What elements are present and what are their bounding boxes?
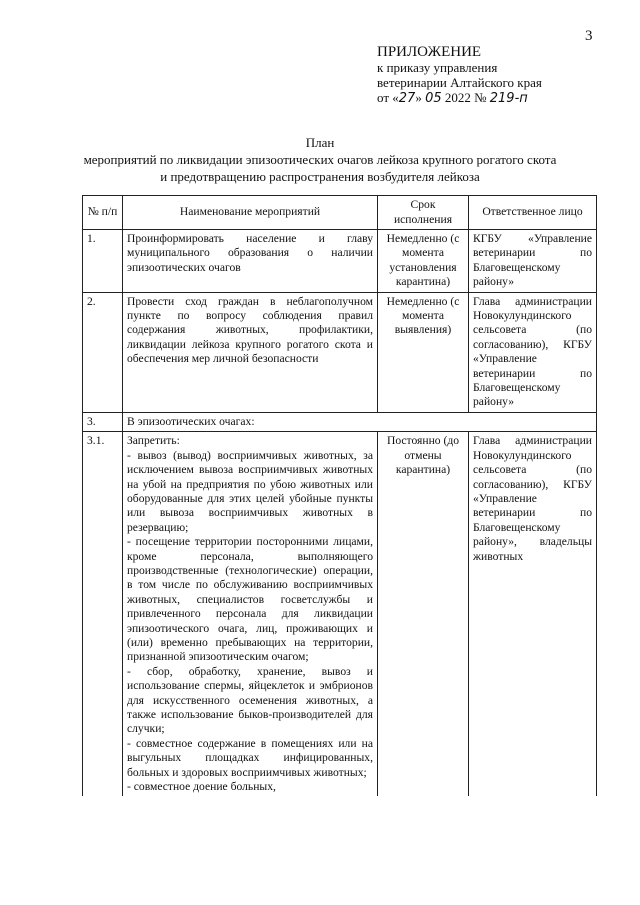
table-row xyxy=(83,230,597,293)
row-resp: Глава администрации Новокулундинского сельсовета (по согласованию), КГБУ «Управление ветеринарии по Благовещенскому району» xyxy=(469,292,597,412)
prohibit-item: - посещение территории посторонними лицами, кроме персонала, выполняющего производственные (технологические) операции, в том числе по обслуживанию восприимчивых животных, специалистов госветслужбы и привлеченного персонала для ликвидации эпизоотического очага, лиц, проживающих и (или) временно пребывающих на территории, признанной эпизоотическим очагом; xyxy=(127,535,373,664)
table-header-row xyxy=(83,196,597,230)
appendix-date-line xyxy=(377,90,617,106)
appendix-line-1: к приказу управления xyxy=(377,60,498,75)
handwritten-day: 27 xyxy=(398,91,416,106)
plan-title: План xyxy=(305,135,335,150)
row-term: Немедленно (с момента установления карантина) xyxy=(378,230,469,293)
year-number-label: 2022 № xyxy=(441,90,487,105)
prohibit-lead: Запретить: xyxy=(127,434,180,448)
appendix-block xyxy=(377,44,617,106)
page-number: 3 xyxy=(585,28,593,44)
table-row xyxy=(83,412,597,431)
appendix-line-2: ветеринарии Алтайского края xyxy=(377,75,542,90)
plan-subtitle-1: мероприятий по ликвидации эпизоотических очагов лейкоза крупного рогатого скота xyxy=(83,152,557,167)
header-num: № п/п xyxy=(83,196,123,230)
row-num: 3. xyxy=(83,412,123,431)
plan-table xyxy=(82,195,597,796)
row-term: Постоянно (до отмены карантина) xyxy=(378,432,469,797)
header-term: Срок исполнения xyxy=(378,196,469,230)
date-prefix: от « xyxy=(377,90,399,105)
table-row xyxy=(83,432,597,797)
table-row xyxy=(83,292,597,412)
row-resp: Глава администрации Новокулундинского сельсовета (по согласованию), КГБУ «Управление ветеринарии по Благовещенскому району», владельцы животных xyxy=(469,432,597,797)
row-name: В эпизоотических очагах: xyxy=(123,412,597,431)
header-name: Наименование мероприятий xyxy=(123,196,378,230)
row-name: Провести сход граждан в неблагополучном пункте по вопросу соблюдения правил содержания животных, профилактики, ликвидации лейкоза крупного рогатого скота и обеспечения мер личной безопасности xyxy=(123,292,378,412)
plan-subtitle-2: и предотвращению распространения возбудителя лейкоза xyxy=(160,169,480,184)
row-num: 1. xyxy=(83,230,123,293)
header-resp: Ответственное лицо xyxy=(469,196,597,230)
row-name xyxy=(123,432,378,797)
prohibit-item: - совместное содержание в помещениях или на выгульных площадках инфицированных, больных и здоровых восприимчивых животных; xyxy=(127,736,373,779)
row-term: Немедленно (с момента выявления) xyxy=(378,292,469,412)
row-num: 2. xyxy=(83,292,123,412)
row-resp: КГБУ «Управление ветеринарии по Благовещенскому району» xyxy=(469,230,597,293)
prohibit-item: - совместное доение больных, xyxy=(127,780,276,794)
row-name: Проинформировать население и главу муниципального образования о наличии эпизоотических очагов xyxy=(123,230,378,293)
handwritten-order-number: 219-п xyxy=(489,91,528,106)
row-num: 3.1. xyxy=(83,432,123,797)
prohibit-item: - сбор, обработку, хранение, вывоз и использование спермы, яйцеклеток и эмбрионов для искусственного осеменения животных, а также использование быков-производителей для случки; xyxy=(127,664,373,736)
handwritten-month: 05 xyxy=(425,91,442,106)
prohibit-item: - вывоз (вывод) восприимчивых животных, за исключением вывоза восприимчивых животных на убой на предприятия по убою животных или оборудованные для этих целей убойные пункты или вывоза восприимчивых животных в резервацию; xyxy=(127,448,373,534)
date-mid: » xyxy=(415,90,422,105)
appendix-title: ПРИЛОЖЕНИЕ xyxy=(377,44,482,60)
